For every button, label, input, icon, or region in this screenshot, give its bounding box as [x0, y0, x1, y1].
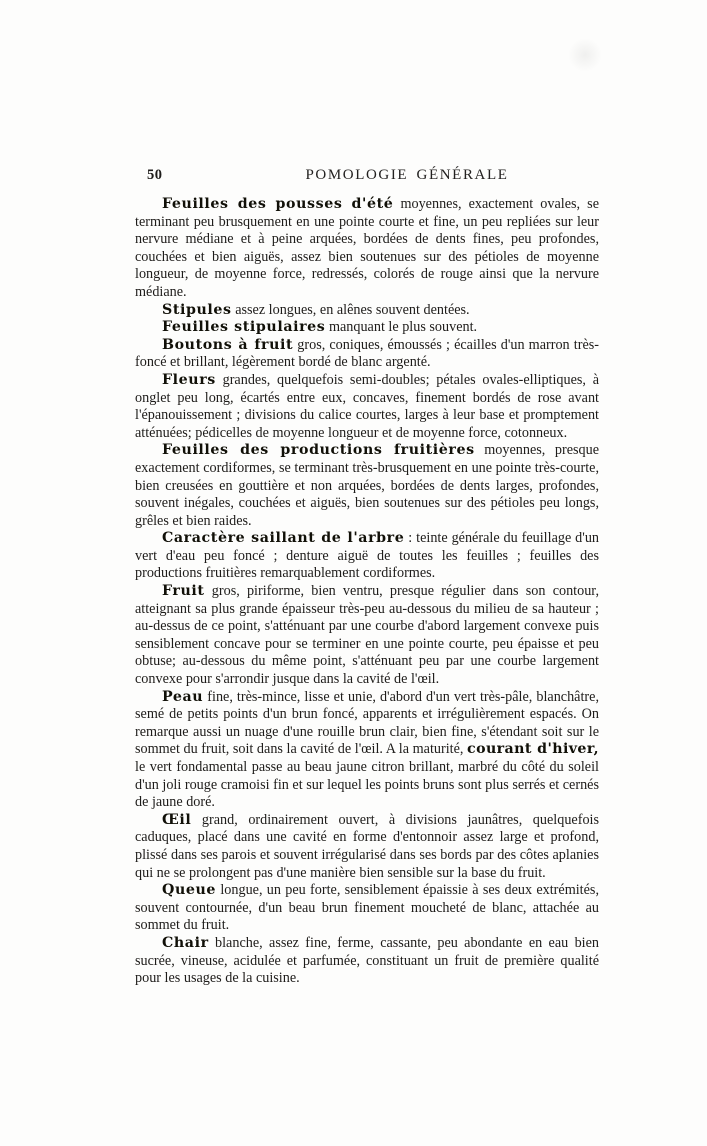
paragraph-text: gros, piriforme, bien ventru, presque régulier dans son contour, atteignant sa plus grande épaisseur très-peu au-dessous du milieu de sa hauteur ; au-dessus de ce point, s'atténuant par une courbe d'abord largement convexe puis sensiblement concave pour se terminer en une pointe courte, peu épaisse et peu obtuse; au-dessous du même point, s'atténuant peu par une courbe largement convexe pour s'arrondir jusque dans la cavité de l'œil. [135, 583, 600, 688]
paragraph-lead: Queue [162, 882, 217, 899]
paragraph-text: moyennes, exactement ovales, se terminant peu brusquement en une pointe courte et fine, un peu repliées sur leur nervure médiane et à peine arquées, bordées de dents fines, peu profondes, couchées et bien aiguës, assez bien soutenues sur des pétioles de moyenne longueur, de moyenne force, redressés, colorés de rouge ainsi que la nervure médiane. [135, 196, 599, 300]
paragraph-lead: Feuilles des pousses d'été [162, 196, 394, 212]
paragraph-lead: Œil [162, 811, 192, 828]
paragraph-feuilles-stipulaires [135, 319, 599, 337]
running-title: POMOLOGIE GÉNÉRALE [305, 167, 509, 183]
paragraph-text: assez longues, en alênes souvent dentées. [235, 301, 470, 318]
paragraph-bold-inline: courant d'hiver, [467, 741, 599, 758]
paragraph-caractere-saillant [135, 530, 599, 583]
paragraph-oeil [135, 812, 599, 882]
paragraph-boutons-a-fruit [135, 337, 599, 372]
paragraph-stipules [135, 302, 599, 320]
text-block [135, 165, 599, 988]
body-copy [135, 196, 599, 988]
paragraph-lead: Fleurs [162, 371, 216, 388]
paragraph-lead: Chair [162, 934, 209, 951]
paragraph-chair [135, 935, 599, 988]
paragraph-text: manquant le plus souvent. [328, 319, 478, 336]
paragraph-feuilles-productions-fruitieres [135, 442, 599, 530]
paragraph-feuilles-pousses-ete [135, 196, 599, 302]
paragraph-text: : teinte générale du feuillage d'un vert d'eau peu foncé ; denture aiguë de toutes les feuilles ; feuilles des productions fruitières remarquablement cordiformes. [135, 530, 600, 582]
paragraph-lead: Fruit [162, 583, 205, 600]
paragraph-text: moyennes, presque exactement cordiformes, se terminant très-brusquement en une pointe très-courte, bien creusées en gouttière et non arquées, bordées de dents larges, profondes, souvent inégales, couchées et aiguës, bien soutenues sur des pétioles peu longs, grêles et bien raides. [135, 442, 599, 529]
paragraph-lead: Stipules [162, 301, 232, 318]
paragraph-text: longue, un peu forte, sensiblement épaissie à ses deux extrémités, souvent contournée, d'un beau brun finement moucheté de blanc, attachée au sommet du fruit. [135, 882, 599, 934]
paragraph-fruit [135, 583, 599, 689]
paragraph-text: gros, coniques, émoussés ; écailles d'un marron très-foncé et brillant, légèrement bordé de blanc argenté. [135, 336, 599, 371]
paragraph-text-after: le vert fondamental passe au beau jaune citron brillant, marbré du côté du soleil d'un joli rouge cramoisi fin et sur lequel les points bruns sont plus serrés et cernés de jaune doré. [135, 759, 599, 811]
paragraph-lead: Peau [162, 688, 204, 705]
running-head [135, 165, 599, 185]
paragraph-lead: Caractère saillant de l'arbre [162, 530, 405, 547]
paragraph-queue [135, 882, 599, 935]
paragraph-lead: Feuilles des productions fruitières [162, 442, 475, 459]
paragraph-text: grand, ordinairement ouvert, à divisions jaunâtres, quelquefois caduques, placé dans une cavité en forme d'entonnoir assez large et profond, plissé dans ses parois et souvent irrégularisé dans ses bords par des côtes aplanies qui ne se prolongent pas d'une manière bien sensible sur la base du fruit. [135, 811, 599, 881]
paragraph-peau [135, 689, 599, 812]
paragraph-text: blanche, assez fine, ferme, cassante, peu abondante en eau bien sucrée, vineuse, acidulée et parfumée, constituant un fruit de première qualité pour les usages de la cuisine. [135, 934, 599, 987]
paragraph-fleurs [135, 372, 599, 442]
scan-smudge [568, 38, 602, 72]
paragraph-text: grandes, quelquefois semi-doubles; pétales ovales-elliptiques, à onglet peu long, écartés entre eux, concaves, finement bordés de rose avant l'épanouissement ; divisions du calice courtes, larges à leur base et promptement atténuées; pédicelles de moyenne longueur et de moyenne force, cotonneux. [135, 371, 600, 441]
paragraph-lead: Boutons à fruit [162, 336, 294, 353]
paragraph-text: fine, très-mince, lisse et unie, d'abord d'un vert très-pâle, blanchâtre, semé de petits points d'un brun foncé, apparents et irrégulièrement espacés. On remarque aussi un nuage d'une rouille brun clair, bien fine, s'étendant soit sur le sommet du fruit, soit dans la cavité de l'œil. A la maturité, [135, 688, 599, 758]
paragraph-lead: Feuilles stipulaires [162, 319, 326, 336]
page-number: 50 [147, 167, 163, 183]
